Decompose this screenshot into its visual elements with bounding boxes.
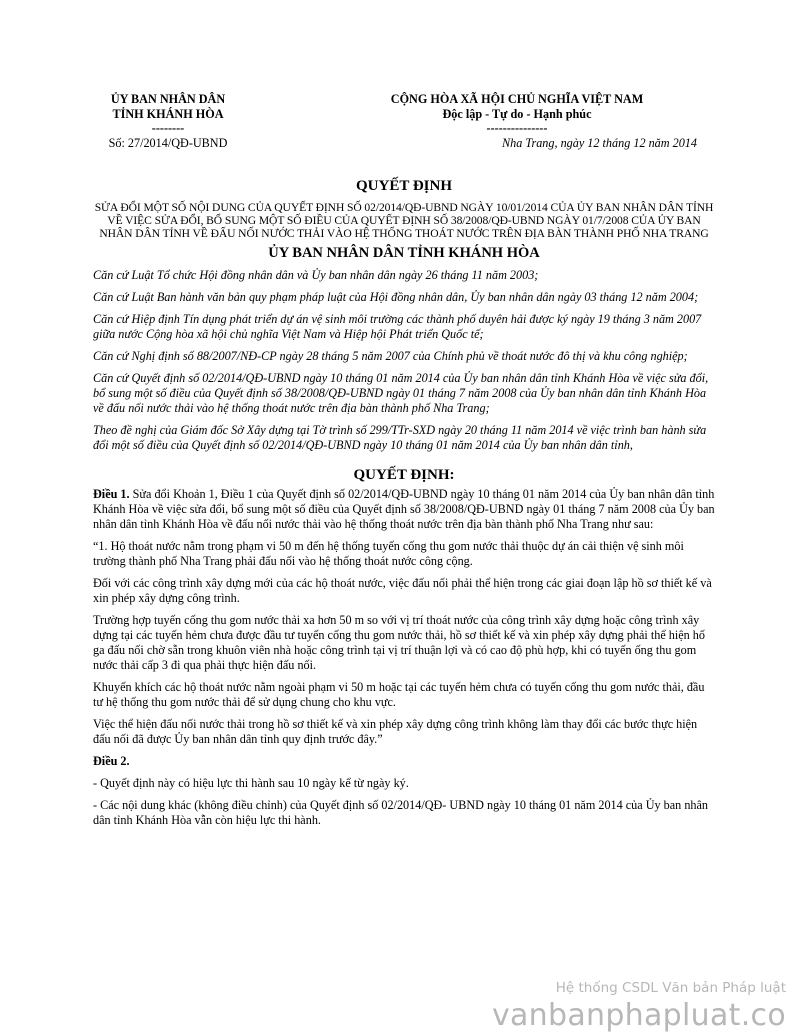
site-watermark bbox=[492, 979, 786, 1035]
article-1-paragraph: “1. Hộ thoát nước nằm trong phạm vi 50 m đến hệ thống tuyến cống thu gom nước thải thuộc dự án cải thiện vệ sinh môi trường thành phố Nha Trang phải đấu nối vào hệ thống thoát nước công cộng. bbox=[93, 539, 684, 568]
nation-divider: --------------- bbox=[486, 121, 548, 135]
place-date: Nha Trang, ngày 12 tháng 12 năm 2014 bbox=[501, 136, 697, 150]
basis-item: Căn cứ Hiệp định Tín dụng phát triển dự án vệ sinh môi trường các thành phố duyên hải được ký ngày 19 tháng 3 năm 2007 giữa nước Cộng hòa xã hội chủ nghĩa Việt Nam và Hiệp hội Phát triển Quốc tế; bbox=[93, 312, 702, 341]
article-1-label: Điều 1. bbox=[93, 487, 130, 501]
article-1-paragraph: Trường hợp tuyến cống thu gom nước thải xa hơn 50 m so với vị trí thoát nước của công trình xây dựng hoặc công trình xây dựng tại các tuyến hẻm chưa được đầu tư tuyến cống thu gom nước thải, hồ sơ thiết kế và xin phép xây dựng phải thể hiện hố ga đấu nối chờ sẵn trong khuôn viên nhà hoặc công trình tại vị trí thuận lợi và có cao độ phù hợp, khi có tuyến ống thu gom nước thải cấp 3 đi qua phải thực hiện đấu nối. bbox=[93, 613, 705, 672]
number-date-row bbox=[93, 136, 715, 151]
basis-item: Theo đề nghị của Giám đốc Sở Xây dựng tại Tờ trình số 299/TTr-SXD ngày 20 tháng 11 năm 2014 về việc trình ban hành sửa đổi một số điều của Quyết định số 02/2014/QĐ-UBND ngày 10 tháng 01 năm 2014 của Ủy ban nhân dân tỉnh, bbox=[93, 423, 707, 452]
watermark-caption: Hệ thống CSDL Văn bản Pháp luật bbox=[555, 980, 786, 996]
basis-item: Căn cứ Luật Ban hành văn bản quy phạm pháp luật của Hội đồng nhân dân, Ủy ban nhân dân ngày 03 tháng 12 năm 2004; bbox=[93, 290, 699, 304]
nation-motto: Độc lập - Tự do - Hạnh phúc bbox=[442, 107, 592, 121]
document-subtitle: SỬA ĐỔI MỘT SỐ NỘI DUNG CỦA QUYẾT ĐỊNH SỐ 02/2014/QĐ-UBND NGÀY 10/01/2014 CỦA ỦY BAN NHÂN DÂN TỈNH VỀ VIỆC SỬA ĐỔI, BỔ SUNG MỘT SỐ ĐIỀU CỦA QUYẾT ĐỊNH SỐ 38/2008/QĐ-UBND NGÀY 01/7/2008 CỦA ỦY BAN NHÂN DÂN TỈNH VỀ ĐẤU NỐI NƯỚC THẢI VÀO HỆ THỐNG THOÁT NƯỚC TRÊN ĐỊA BÀN THÀNH PHỐ NHA TRANG bbox=[94, 201, 714, 240]
watermark-site-name: vanbanphapluat.co bbox=[491, 998, 786, 1033]
authority-heading: ỦY BAN NHÂN DÂN TỈNH KHÁNH HÒA bbox=[268, 245, 540, 261]
document-number: Số: 27/2014/QĐ-UBND bbox=[108, 136, 228, 150]
national-motto-block bbox=[337, 92, 697, 134]
article-1-paragraph: Khuyến khích các hộ thoát nước nằm ngoài phạm vi 50 m hoặc tại các tuyến hẻm chưa có tuyến cống thu gom nước thải, đầu tư hệ thống thu gom nước thải để sử dụng chung cho khu vực. bbox=[93, 680, 705, 709]
article-1-paragraph: Việc thể hiện đấu nối nước thải trong hồ sơ thiết kế và xin phép xây dựng công trình không làm thay đổi các bước thực hiện đấu nối đã được Ủy ban nhân dân tỉnh quy định trước đây.” bbox=[93, 717, 698, 746]
article-1-intro bbox=[93, 487, 715, 532]
article-1-text: Sửa đổi Khoản 1, Điều 1 của Quyết định số 02/2014/QĐ-UBND ngày 10 tháng 01 năm 2014 của Ủy ban nhân dân tỉnh Khánh Hòa về việc sửa đổi, bổ sung một số điều của Quyết định số 38/2008/QĐ-UBND ngày 01 tháng 7 năm 2008 của Ủy ban nhân dân tỉnh Khánh Hòa về đấu nối nước thải vào hệ thống thoát nước trên địa bàn thành phố Nha Trang như sau: bbox=[93, 487, 715, 531]
article-2-paragraph: - Các nội dung khác (không điều chỉnh) của Quyết định số 02/2014/QĐ- UBND ngày 10 tháng 01 năm 2014 của Ủy ban nhân dân tỉnh Khánh Hòa vẫn còn hiệu lực thi hành. bbox=[93, 798, 709, 827]
issuing-org-line1: ỦY BAN NHÂN DÂN bbox=[110, 92, 226, 106]
article-2-paragraph: - Quyết định này có hiệu lực thi hành sau 10 ngày kể từ ngày ký. bbox=[93, 776, 409, 790]
document-header bbox=[93, 92, 715, 134]
nation-name: CỘNG HÒA XÃ HỘI CHỦ NGHĨA VIỆT NAM bbox=[390, 92, 644, 106]
document-page bbox=[93, 92, 715, 835]
issuing-authority-block bbox=[93, 92, 243, 134]
basis-item: Căn cứ Quyết định số 02/2014/QĐ-UBND ngày 10 tháng 01 năm 2014 của Ủy ban nhân dân tỉnh Khánh Hòa về việc sửa đổi, bổ sung một số điều của Quyết định số 38/2008/QĐ-UBND ngày 01 tháng 7 năm 2008 của Ủy ban nhân dân tỉnh Khánh Hòa về đấu nối nước thải vào hệ thống thoát nước trên địa bàn thành phố Nha Trang; bbox=[93, 371, 709, 415]
article-1-paragraph: Đối với các công trình xây dựng mới của các hộ thoát nước, việc đấu nối phải thể hiện trong các giai đoạn lập hồ sơ thiết kế và xin phép xây dựng công trình. bbox=[93, 576, 712, 605]
legal-basis bbox=[93, 268, 715, 453]
basis-item: Căn cứ Luật Tổ chức Hội đồng nhân dân và Ủy ban nhân dân ngày 26 tháng 11 năm 2003; bbox=[93, 268, 539, 282]
issuing-org-divider: -------- bbox=[151, 121, 185, 135]
document-title: QUYẾT ĐỊNH bbox=[356, 178, 452, 194]
basis-item: Căn cứ Nghị định số 88/2007/NĐ-CP ngày 28 tháng 5 năm 2007 của Chính phủ về thoát nước đô thị và khu công nghiệp; bbox=[93, 349, 688, 363]
issuing-org-line2: TỈNH KHÁNH HÒA bbox=[112, 107, 224, 121]
decision-heading: QUYẾT ĐỊNH: bbox=[353, 467, 455, 483]
decision-body bbox=[93, 487, 715, 828]
article-2-label: Điều 2. bbox=[93, 754, 130, 768]
